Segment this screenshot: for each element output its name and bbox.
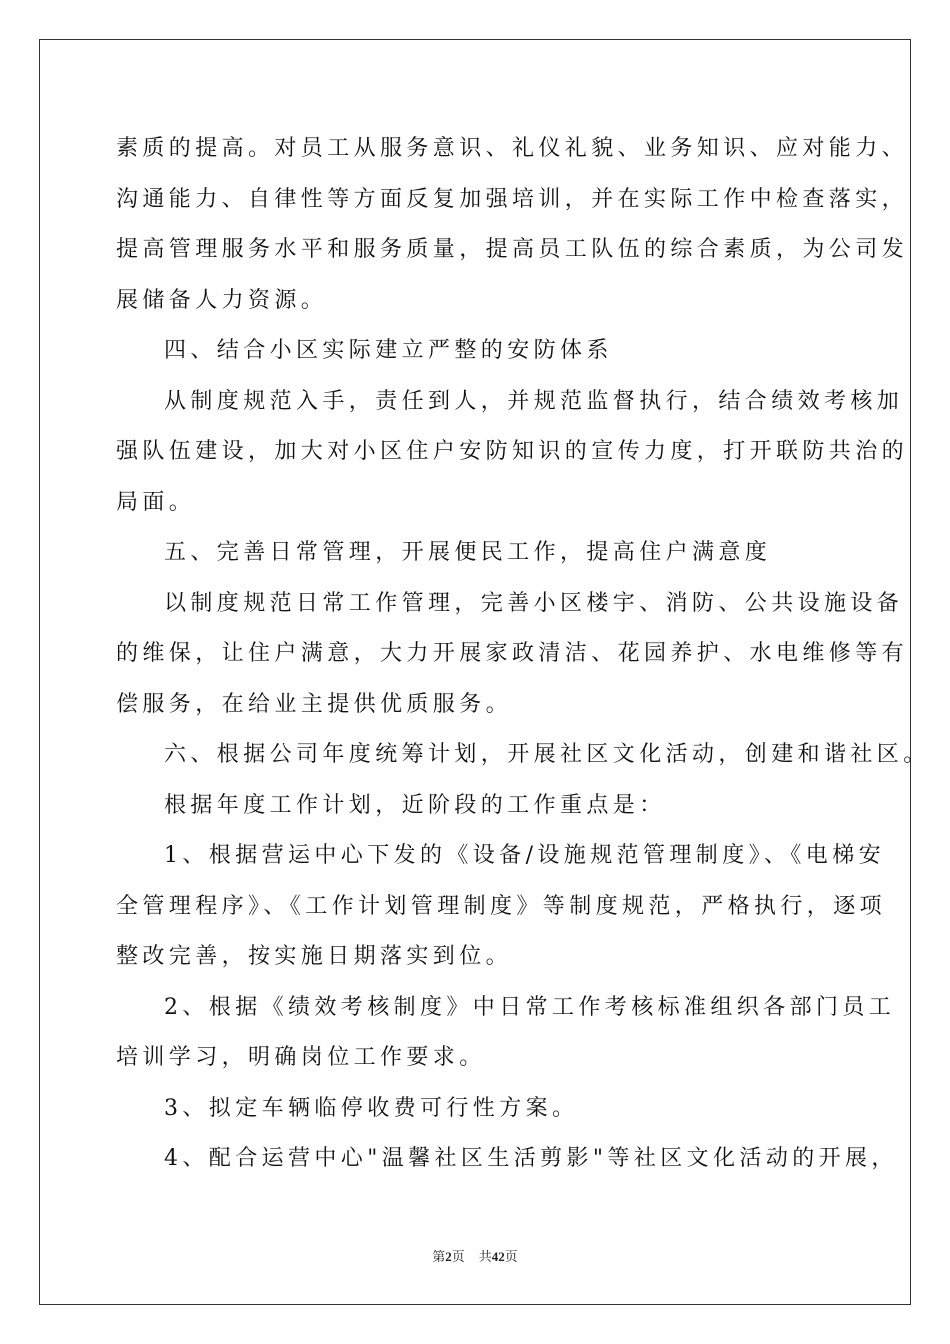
text-line: 提高管理服务水平和服务质量，提高员工队伍的综合素质，为公司发 — [116, 237, 909, 262]
page-prefix: 第 — [432, 1249, 446, 1264]
total-suffix: 页 — [504, 1249, 518, 1264]
text-line: 展储备人力资源。 — [116, 287, 328, 313]
text-line: 全管理程序》、《工作计划管理制度》等制度规范，严格执行，逐项 — [116, 893, 887, 919]
text-line: 从制度规范入手，责任到人，并规范监督执行，结合绩效考核加 — [164, 388, 904, 414]
total-prefix: 共 — [478, 1249, 492, 1264]
list-item: 2、根据《绩效考核制度》中日常工作考核标准组织各部门员工 — [164, 994, 896, 1020]
section-heading: 五、完善日常管理，开展便民工作，提高住户满意度 — [164, 540, 772, 565]
page-footer — [0, 1246, 950, 1265]
section-heading: 四、结合小区实际建立严整的安防体系 — [164, 338, 613, 363]
text-line: 偿服务，在给业主提供优质服务。 — [116, 691, 513, 717]
text-line: 培训学习，明确岗位工作要求。 — [116, 1045, 486, 1070]
list-item: 4、配合运营中心"温馨社区生活剪影"等社区文化活动的开展， — [164, 1146, 898, 1171]
document-body — [116, 124, 930, 1185]
text-line: 以制度规范日常工作管理，完善小区楼宇、消防、公共设施设备 — [164, 590, 904, 616]
text-line: 素质的提高。对员工从服务意识、礼仪礼貌、业务知识、应对能力、 — [116, 136, 909, 161]
text-line: 根据年度工作计划，近阶段的工作重点是： — [164, 792, 666, 818]
text-line: 强队伍建设，加大对小区住户安防知识的宣传力度，打开联防共治的 — [116, 439, 909, 464]
total-pages: 42 — [491, 1249, 505, 1264]
text-line: 沟通能力、自律性等方面反复加强培训，并在实际工作中检查落实， — [116, 186, 909, 212]
list-item: 1、根据营运中心下发的《设备/设施规范管理制度》、《电梯安 — [164, 843, 886, 868]
section-heading: 六、根据公司年度统筹计划，开展社区文化活动，创建和谐社区。 — [164, 742, 930, 767]
list-item: 3、拟定车辆临停收费可行性方案。 — [164, 1095, 579, 1121]
page-suffix: 页 — [451, 1249, 465, 1264]
page-number: 2 — [445, 1249, 452, 1264]
text-line: 的维保，让住户满意，大力开展家政清洁、花园养护、水电维修等有 — [116, 641, 909, 666]
text-line: 整改完善，按实施日期落实到位。 — [116, 944, 513, 969]
text-line: 局面。 — [116, 489, 196, 515]
